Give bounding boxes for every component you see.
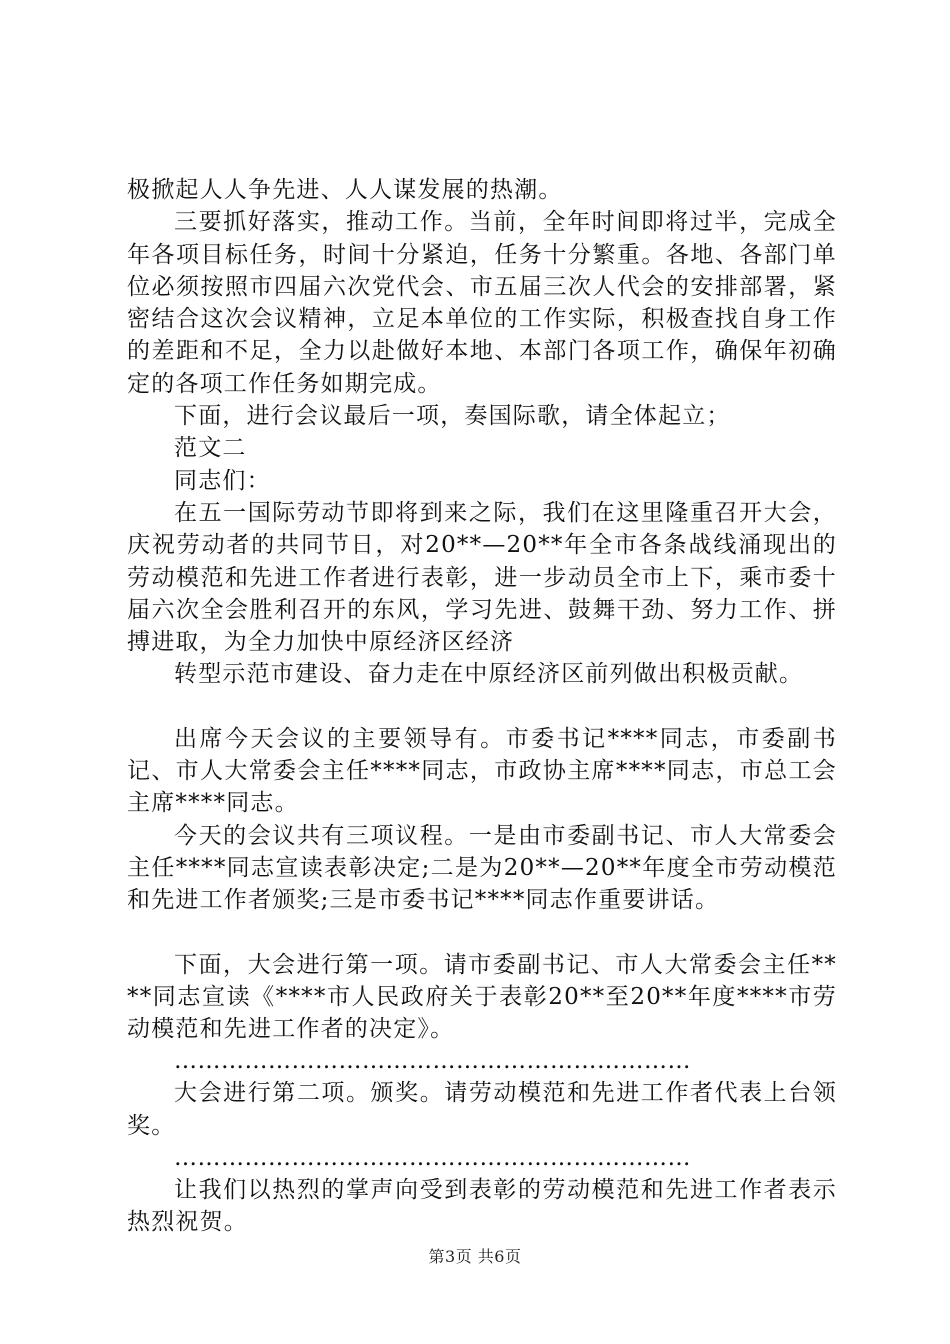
paragraph-first-item: 下面，大会进行第一项。请市委副书记、市人大常委会主任****同志宣读《****市人民政府关于表彰20**至20**年度****市劳动模范和先进工作者的决定》。 xyxy=(127,951,837,1043)
spacer xyxy=(127,917,837,949)
paragraph-continuation: 极掀起人人争先进、人人谋发展的热潮。 xyxy=(127,177,563,203)
paragraph-opening-continued: 转型示范市建设、奋力走在中原经济区前列做出积极贡献。 xyxy=(174,661,804,688)
ellipsis-separator: ………………………………………………………… xyxy=(174,1048,691,1075)
paragraph-attending-leaders: 出席今天会议的主要领导有。市委书记****同志，市委副书记、市人大常委会主任****同志，市政协主席****同志，市总工会主席****同志。 xyxy=(127,725,837,817)
paragraph-applause: 让我们以热烈的掌声向受到表彰的劳动模范和先进工作者表示热烈祝贺。 xyxy=(127,1177,837,1236)
paragraph-second-item: 大会进行第二项。颁奖。请劳动模范和先进工作者代表上台领奖。 xyxy=(127,1080,837,1139)
paragraph-opening: 在五一国际劳动节即将到来之际，我们在这里隆重召开大会，庆祝劳动者的共同节日，对20**—20**年全市各条战线涌现出的劳动模范和先进工作者进行表彰，进一步动员全市上下，乘市委十届六次全会胜利召开的东风，学习先进、鼓舞干劲、努力工作、拼搏进取，为全力加快中原经济区经济 xyxy=(127,499,837,656)
ellipsis-separator: ………………………………………………………… xyxy=(174,1145,691,1172)
paragraph-implementation: 三要抓好落实，推动工作。当前，全年时间即将过半，完成全年各项目标任务，时间十分紧迫，任务十分繁重。各地、各部门单位必须按照市四届六次党代会、市五届三次人代会的安排部署，紧密结合这次会议精神，立足本单位的工作实际，积极查找自身工作的差距和不足，全力以赴做好本地、本部门各项工作，确保年初确定的各项工作任务如期完成。 xyxy=(127,209,837,397)
page-number-footer: 第3页 共6页 xyxy=(428,1247,522,1266)
paragraph-agenda: 今天的会议共有三项议程。一是由市委副书记、市人大常委会主任****同志宣读表彰决定;二是为20**—20**年度全市劳动模范和先进工作者颁奖;三是市委书记****同志作重要讲话。 xyxy=(127,822,837,914)
spacer xyxy=(127,691,837,723)
section-heading-sample-two: 范文二 xyxy=(174,435,247,462)
salutation: 同志们： xyxy=(174,467,271,494)
document-body xyxy=(127,174,837,1239)
paragraph-anthem: 下面，进行会议最后一项，奏国际歌，请全体起立； xyxy=(174,403,731,430)
